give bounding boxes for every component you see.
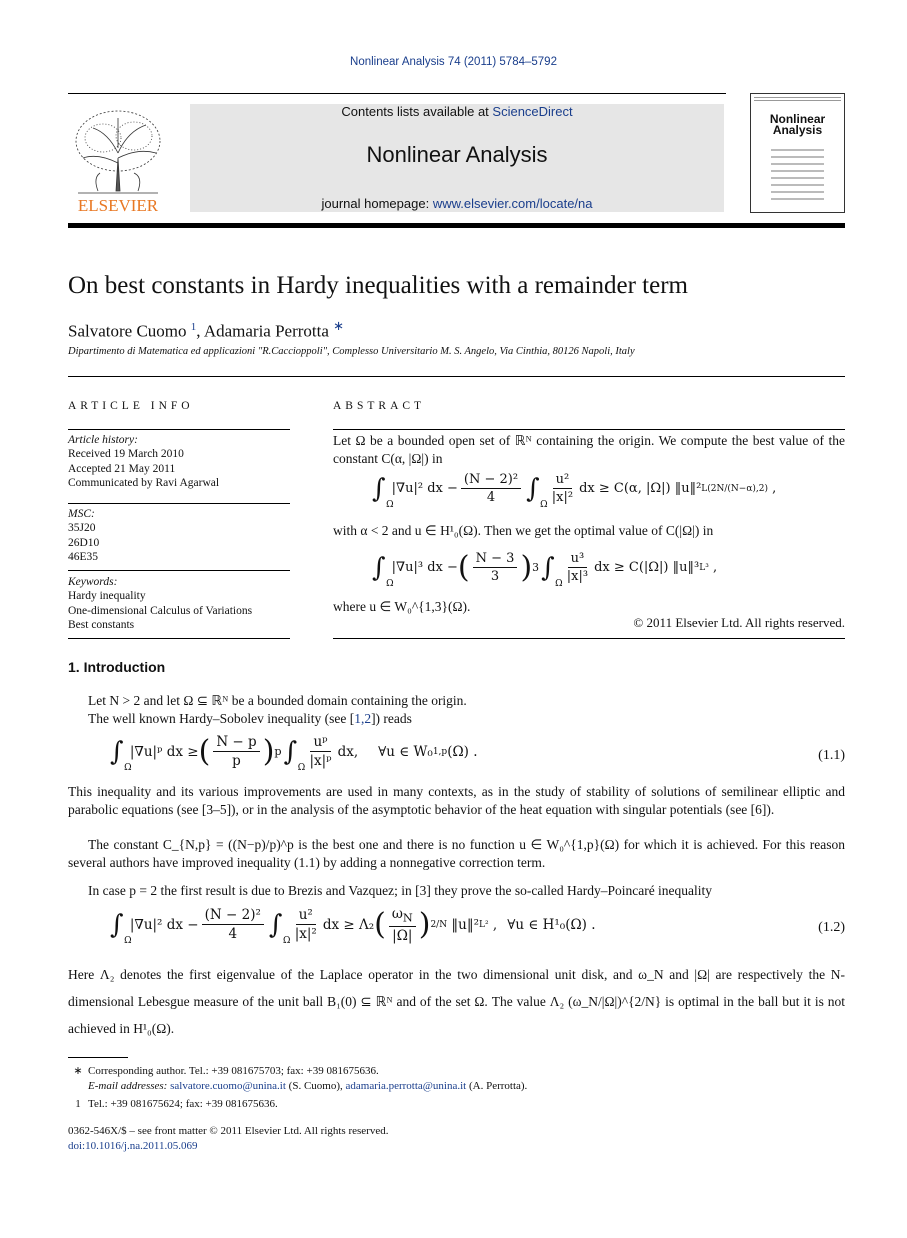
author-1: Salvatore Cuomo [68, 321, 187, 341]
keywords-label: Keywords: [68, 576, 118, 588]
equation-number: (1.2) [818, 920, 845, 935]
doi-link[interactable]: doi:10.1016/j.na.2011.05.069 [68, 1140, 198, 1152]
copyright: © 2011 Elsevier Ltd. All rights reserved. [633, 615, 845, 630]
citation-link[interactable]: 1,2 [354, 711, 372, 726]
intro-paragraph: The constant C_{N,p} = ((N−p)/p)^p is the best one and there is no function u ∈ W₀^{1,p}(Ω) for which it is achieved. For this reason several authors have improved inequality (1.1) by adding a nonnegative correction term. [68, 837, 845, 870]
msc-code: 26D10 [68, 536, 100, 549]
info-rule [68, 638, 290, 639]
homepage-line: journal homepage: www.elsevier.com/locate/na [321, 196, 593, 211]
cover-lines [771, 144, 824, 205]
abstract-paragraph: where u ∈ W₀^{1,3}(Ω). [333, 599, 471, 614]
equation-1-1: ∫ Ω |∇u|ᵖ dx ≥ ( $\frac{N - p}{p}$ ) p ∫ Ω $\frac{\text{uᵖ}}{\text{|x|ᵖ}}$ dx, ∀u ∈ W₀ 1,p (Ω) . (1.1) [110, 734, 845, 773]
elsevier-logo[interactable] [68, 103, 168, 215]
authors: Salvatore Cuomo $^1$, Adamaria Perrotta ∗ [68, 318, 345, 341]
msc-codes [68, 507, 99, 564]
intro-paragraph: The well known Hardy–Sobolev inequality (see [1,2]) reads [88, 711, 412, 726]
article-info-heading: ARTICLE INFO [68, 400, 194, 412]
affiliation: Dipartimento di Matematica ed applicazioni "R.Caccioppoli", Complesso Universitario M. S. Angelo, Via Cinthia, 80126 Napoli, Italy [68, 346, 635, 357]
section-heading: 1. Introduction [68, 659, 166, 675]
keyword: Hardy inequality [68, 590, 146, 603]
footnote-rule [68, 1057, 128, 1058]
intro-paragraph: Here Λ₂ denotes the first eigenvalue of the Laplace operator in the two dimensional unit disk, and ω_N and |Ω| are respectively the N-dimensional Lebesgue measure of the unit ball B₁(0) ⊆ ℝᴺ and of the set Ω. The value Λ₂ (ω_N/|Ω|)^{2/N} is optimal in the ball but it is not achieved in H¹₀(Ω). [68, 967, 845, 1036]
communicated-by: Communicated by Ravi Agarwal [68, 476, 220, 489]
cover-strip [754, 97, 841, 101]
abstract-paragraph: Let Ω be a bounded open set of ℝᴺ containing the origin. We compute the best value of the constant C(α, |Ω|) in [333, 433, 845, 466]
keyword: One-dimensional Calculus of Variations [68, 604, 253, 617]
contents-line: Contents lists available at ScienceDirect [341, 104, 573, 119]
elsevier-tree-icon [68, 103, 168, 215]
msc-code: 35J20 [68, 522, 96, 535]
history-label: Article history: [68, 434, 138, 446]
abstract-rule [333, 429, 845, 430]
abstract-equation-1: ∫ Ω |∇u|² dx − $\frac{\text{(N − 2)²}}{4}$ ∫ Ω $\frac{\text{u²}}{\text{|x|²}}$ dx ≥ C(α, |Ω|) ‖u‖² L(2N/(N−α),2) , [372, 472, 777, 510]
intro-paragraph: This inequality and its various improvements are used in many contexts, as in the study of stability of solutions of semilinear elliptic and parabolic equations (see [3–5]), or in the analysis of the asymptotic behavior of the heat equation with singular potentials (see [6]). [68, 784, 845, 817]
journal-citation[interactable]: Nonlinear Analysis 74 (2011) 5784–5792 [350, 56, 557, 68]
footnote-1: 1 Tel.: +39 081675624; fax: +39 081675636. [75, 1098, 278, 1110]
footnote-emails: E-mail addresses: salvatore.cuomo@unina.it (S. Cuomo), adamaria.perrotta@unina.it (A. Perrotta). [88, 1080, 528, 1092]
email-link[interactable]: adamaria.perrotta@unina.it [345, 1080, 467, 1092]
journal-cover[interactable] [750, 93, 845, 213]
info-rule [68, 429, 290, 430]
article-history [68, 433, 219, 490]
msc-label: MSC: [68, 508, 95, 520]
header-thick-rule [68, 223, 845, 228]
equation-number: (1.1) [818, 748, 845, 763]
intro-paragraph: In case p = 2 the first result is due to Brezis and Vazquez; in [3] they prove the so-called Hardy–Poincaré inequality [88, 883, 713, 898]
abstract-heading: ABSTRACT [333, 400, 426, 412]
abstract-paragraph: with α < 2 and u ∈ H¹₀(Ω). Then we get the optimal value of C(|Ω|) in [333, 523, 714, 538]
accepted-date: Accepted 21 May 2011 [68, 462, 176, 475]
equation-1-2: ∫ Ω |∇u|² dx − $\frac{\text{(N − 2)²}}{4}$ ∫ Ω $\frac{\text{u²}}{\text{|x|²}}$ dx ≥ Λ₂ ( $\frac{\omega_N}{|\Omega|}$ ) 2/N ‖u‖² L² , ∀u ∈ H¹₀(Ω) . (1.2) [110, 906, 845, 946]
msc-code: 46E35 [68, 550, 99, 563]
author-1-footnote-mark[interactable]: 1 [190, 321, 197, 333]
title-rule [68, 376, 845, 377]
footnote-corresponding: ∗ Corresponding author. Tel.: +39 081675703; fax: +39 081675636. [73, 1065, 379, 1077]
sciencedirect-link[interactable]: ScienceDirect [492, 104, 573, 119]
cover-title: Nonlinear Analysis [769, 112, 826, 137]
received-date: Received 19 March 2010 [68, 448, 184, 461]
keywords [68, 575, 252, 632]
publisher-name: ELSEVIER [77, 196, 159, 215]
journal-title: Nonlinear Analysis [366, 142, 548, 167]
intro-paragraph: Let N > 2 and let Ω ⊆ ℝᴺ be a bounded domain containing the origin. [88, 693, 467, 708]
abstract-rule [333, 638, 845, 639]
paper-title: On best constants in Hardy inequalities with a remainder term [68, 272, 688, 299]
keyword: Best constants [68, 618, 135, 631]
email-link[interactable]: salvatore.cuomo@unina.it [170, 1080, 286, 1092]
author-2: Adamaria Perrotta [203, 321, 329, 341]
info-rule [68, 503, 290, 504]
abstract-equation-2: ∫ Ω |∇u|³ dx − ( $\frac{N - 3}{3}$ ) 3 ∫ Ω $\frac{\text{u³}}{\text{|x|³}}$ dx ≥ C(|Ω|) ‖u‖³ L³ , [372, 550, 718, 589]
issn-line: 0362-546X/$ – see front matter © 2011 Elsevier Ltd. All rights reserved. [68, 1125, 389, 1137]
info-rule [68, 570, 290, 571]
homepage-link[interactable]: www.elsevier.com/locate/na [432, 196, 593, 211]
header-rule [68, 93, 726, 94]
author-2-footnote-mark[interactable]: ∗ [333, 318, 345, 333]
